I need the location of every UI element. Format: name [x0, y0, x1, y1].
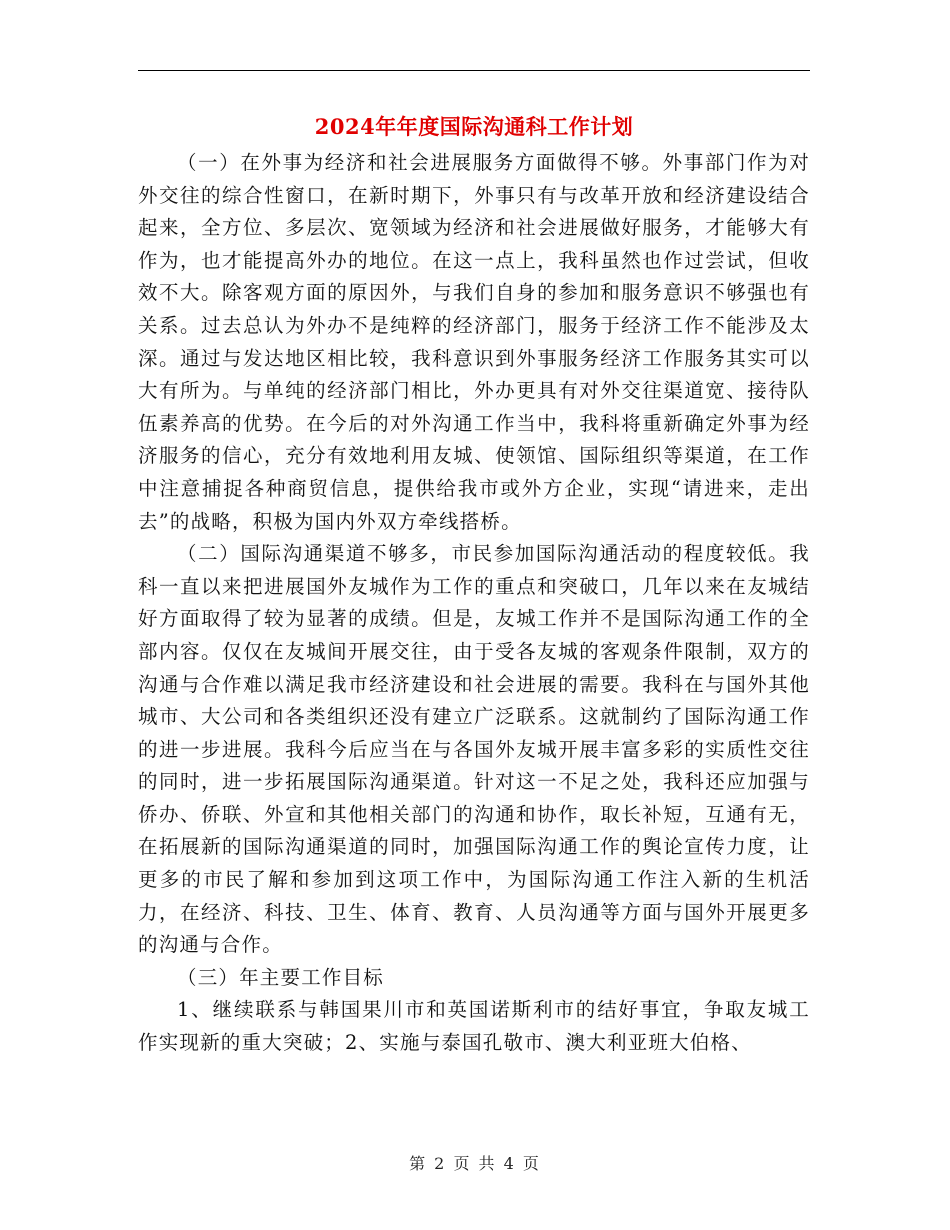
header-rule: [138, 70, 810, 71]
paragraph-2: （二）国际沟通渠道不够多，市民参加国际沟通活动的程度较低。我科一直以来把进展国外友城作为工作的重点和突破口，几年以来在友城结好方面取得了较为显著的成绩。但是，友城工作并不是国际沟通工作的全部内容。仅仅在友城间开展交往，由于受各友城的客观条件限制，双方的沟通与合作难以满足我市经济建设和社会进展的需要。我科在与国外其他城市、大公司和各类组织还没有建立广泛联系。这就制约了国际沟通工作的进一步进展。我科今后应当在与各国外友城开展丰富多彩的实质性交往的同时，进一步拓展国际沟通渠道。针对这一不足之处，我科还应加强与侨办、侨联、外宣和其他相关部门的沟通和协作，取长补短，互通有无，在拓展新的国际沟通渠道的同时，加强国际沟通工作的舆论宣传力度，让更多的市民了解和参加到这项工作中，为国际沟通工作注入新的生机活力，在经济、科技、卫生、体育、教育、人员沟通等方面与国外开展更多的沟通与合作。: [138, 542, 810, 957]
paragraph-1: （一）在外事为经济和社会进展服务方面做得不够。外事部门作为对外交往的综合性窗口，在新时期下，外事只有与改革开放和经济建设结合起来，全方位、多层次、宽领域为经济和社会进展做好服务，才能够大有作为，也才能提高外办的地位。在这一点上，我科虽然也作过尝试，但收效不大。除客观方面的原因外，与我们自身的参加和服务意识不够强也有关系。过去总认为外办不是纯粹的经济部门，服务于经济工作不能涉及太深。通过与发达地区相比较，我科意识到外事服务经济工作服务其实可以大有所为。与单纯的经济部门相比，外办更具有对外交往渠道宽、接待队伍素养高的优势。在今后的对外沟通工作当中，我科将重新确定外事为经济服务的信心，充分有效地利用友城、使领馆、国际组织等渠道，在工作中注意捕捉各种商贸信息，提供给我市或外方企业，实现“请进来，走出去”的战略，积极为国内外双方牵线搭桥。: [138, 151, 810, 533]
document-title: 2024年年度国际沟通科工作计划: [314, 114, 634, 139]
page-number: 第 2 页 共 4 页: [409, 1154, 541, 1173]
paragraph-3: 1、继续联系与韩国果川市和英国诺斯利市的结好事宜，争取友城工作实现新的重大突破；2、实施与泰国孔敬市、澳大利亚班大伯格、: [138, 998, 810, 1055]
document-body: [138, 147, 810, 1060]
section-heading-goals: （三）年主要工作目标: [177, 965, 385, 989]
